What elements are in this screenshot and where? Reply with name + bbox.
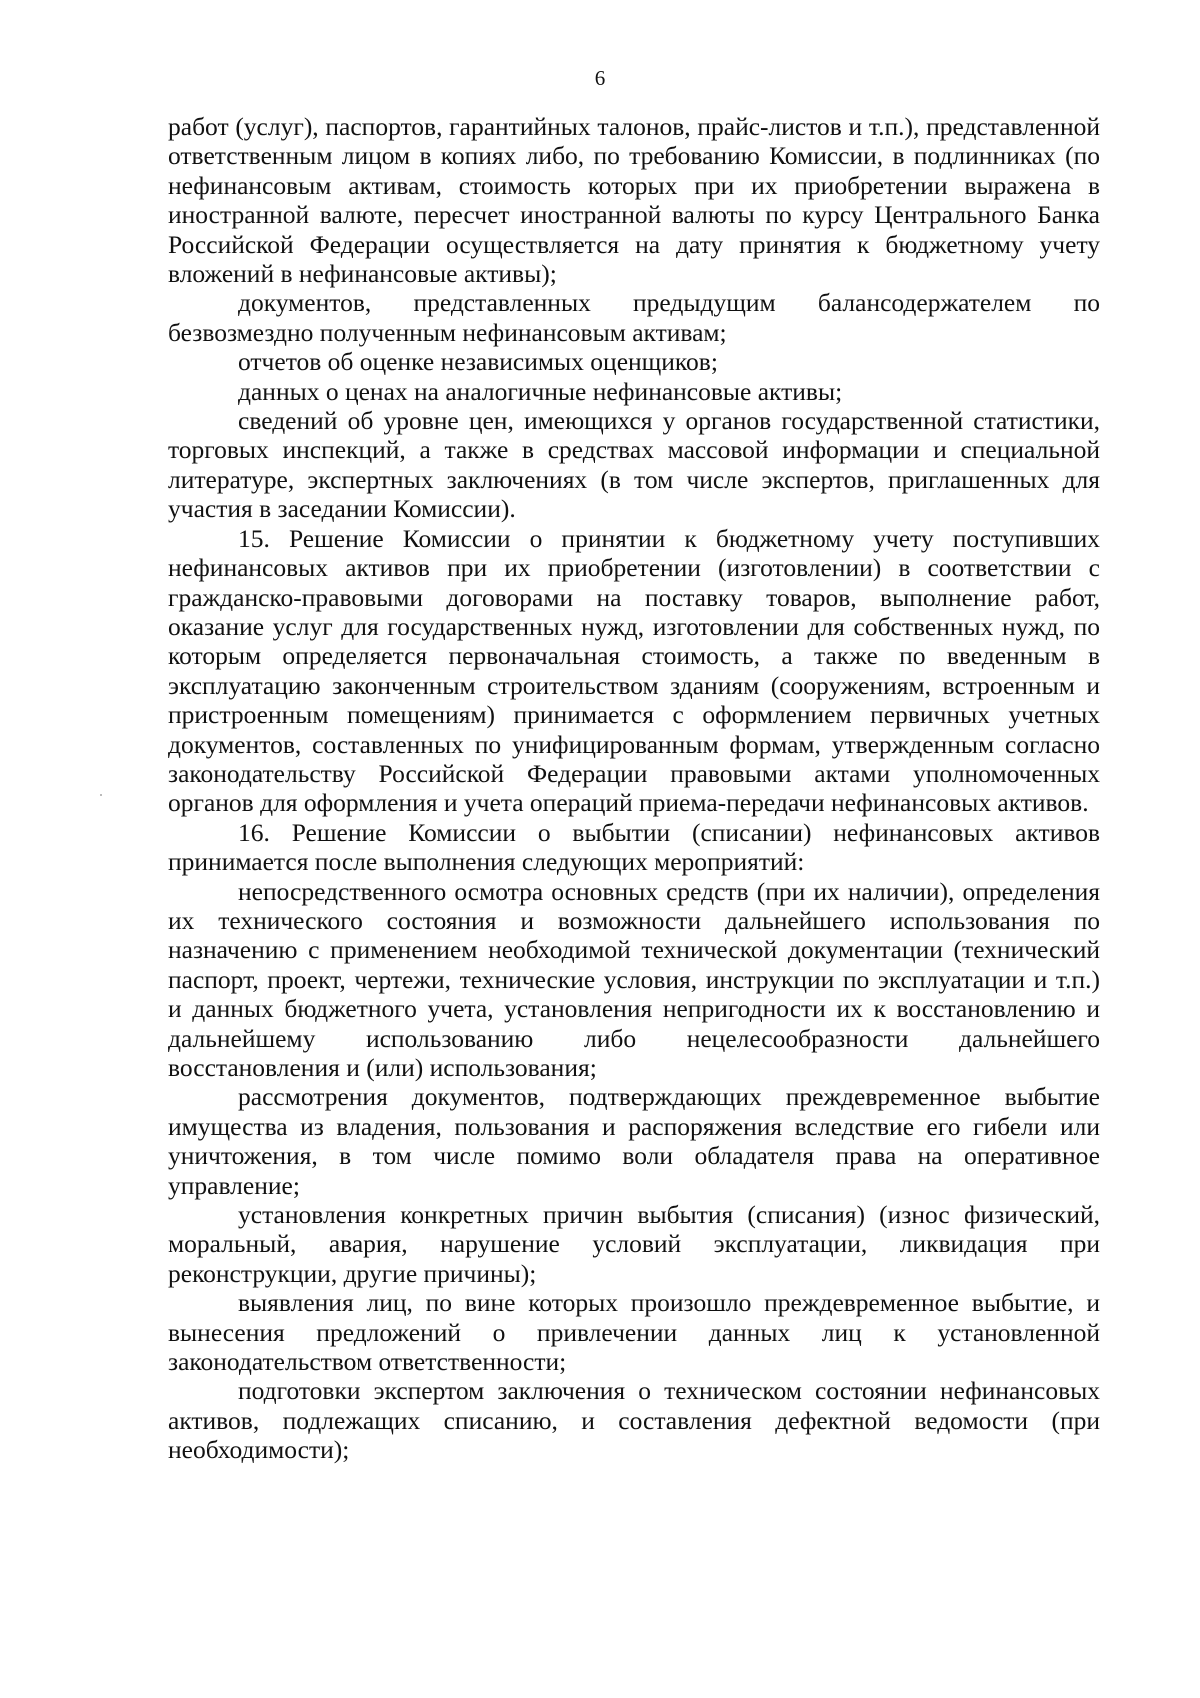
paragraph-item-15: 15. Решение Комиссии о принятии к бюджетному учету поступивших нефинансовых активов при их приобретении (изготовлении) в соответствии с гражданско-правовыми договорами на поставку товаров, выполнение работ, оказание услуг для государственных нужд, изготовлении для собственных нужд, по которым определяется первоначальная стоимость, а также по введенным в эксплуатацию законченным строительством зданиям (сооружениям, встроенным и пристроенным помещениям) принимается с оформлением первичных учетных документов, составленных по унифицированным формам, утвержденным согласно законодательству Российской Федерации правовыми актами уполномоченных органов для оформления и учета операций приема-передачи нефинансовых активов. bbox=[168, 523, 1100, 818]
paragraph-disposal-reasons: установления конкретных причин выбытия (списания) (износ физический, моральный, авария, нарушение условий эксплуатации, ликвидация при реконструкции, другие причины); bbox=[168, 1200, 1100, 1288]
paragraph-document-review: рассмотрения документов, подтверждающих преждевременное выбытие имущества из владения, пользования и распоряжения вследствие его гибели или уничтожения, в том числе помимо воли обладателя права на оперативное управление; bbox=[168, 1082, 1100, 1200]
page-number: 6 bbox=[594, 66, 606, 90]
paragraph-inspection: непосредственного осмотра основных средств (при их наличии), определения их технического состояния и возможности дальнейшего использования по назначению с применением необходимой технической документации (технический паспорт, проект, чертежи, технические условия, инструкции по эксплуатации и т.п.) и данных бюджетного учета, установления непригодности их к восстановлению и дальнейшему использованию либо нецелесообразности дальнейшего восстановления и (или) использования; bbox=[168, 876, 1100, 1082]
paragraph-responsible-persons: выявления лиц, по вине которых произошло преждевременное выбытие, и вынесения предложений о привлечении данных лиц к установленной законодательством ответственности; bbox=[168, 1288, 1100, 1377]
paragraph-expert-conclusion: подготовки экспертом заключения о техническом состоянии нефинансовых активов, подлежащих списанию, и составления дефектной ведомости (при необходимости); bbox=[168, 1376, 1100, 1465]
paragraph-price-data: данных о ценах на аналогичные нефинансовые активы; bbox=[238, 376, 843, 406]
paragraph-item-16: 16. Решение Комиссии о выбытии (списании) нефинансовых активов принимается после выполнения следующих мероприятий: bbox=[168, 817, 1100, 877]
paragraph-price-level-info: сведений об уровне цен, имеющихся у органов государственной статистики, торговых инспекций, а также в средствах массовой информации и специальной литературе, экспертных заключениях (в том числе экспертов, приглашенных для участия в заседании Комиссии). bbox=[168, 406, 1100, 524]
paragraph-appraisal-reports: отчетов об оценке независимых оценщиков; bbox=[238, 347, 718, 377]
paragraph-continuation: работ (услуг), паспортов, гарантийных талонов, прайс-листов и т.п.), представленной ответственным лицом в копиях либо, по требованию Комиссии, в подлинниках (по нефинансовым активам, стоимость которых при их приобретении выражена в иностранной валюте, пересчет иностранной валюты по курсу Центрального Банка Российской Федерации осуществляется на дату принятия к бюджетному учету вложений в нефинансовые активы); bbox=[168, 112, 1100, 289]
document-body bbox=[168, 112, 1100, 1465]
paragraph-documents-previous-holder: документов, представленных предыдущим балансодержателем по безвозмездно полученным нефинансовым активам; bbox=[168, 288, 1100, 347]
scan-speck bbox=[100, 794, 102, 796]
